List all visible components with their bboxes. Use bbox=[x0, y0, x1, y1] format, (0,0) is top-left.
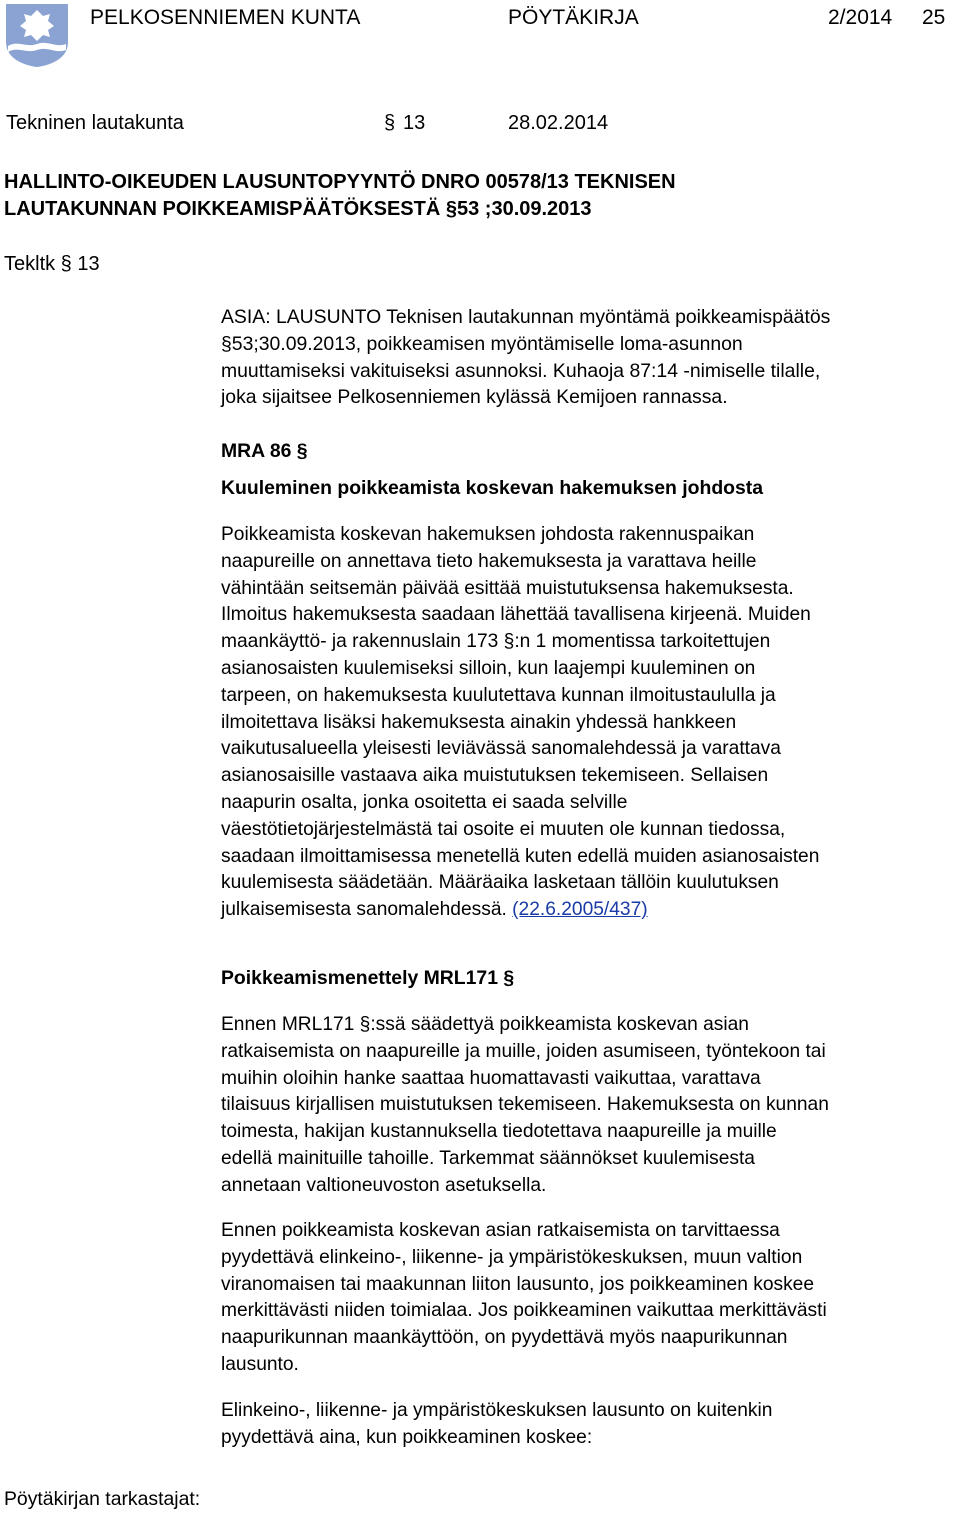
document-title-line-2: LAUTAKUNNAN POIKKEAMISPÄÄTÖKSESTÄ §53 ;30.09.2013 bbox=[4, 198, 592, 220]
text-line: annetaan valtioneuvoston asetuksella. bbox=[221, 1174, 547, 1196]
text-line: naapurikunnan maankäyttöön, on pyydettävä myös naapurikunnan bbox=[221, 1327, 788, 1349]
section-number: 13 bbox=[403, 112, 426, 134]
asia-block bbox=[221, 304, 830, 411]
meeting-body: Tekninen lautakunta bbox=[6, 112, 184, 134]
organization-name: PELKOSENNIEMEN KUNTA bbox=[90, 6, 361, 29]
text-line: ilmoitettava lisäksi hakemuksesta ainakin yhdessä hankkeen bbox=[221, 711, 737, 733]
document-title-line-1: HALLINTO-OIKEUDEN LAUSUNTOPYYNTÖ DNRO 00578/13 TEKNISEN bbox=[4, 171, 676, 193]
text-line: merkittävästi niiden toimialaa. Jos poikkeaminen vaikuttaa merkittävästi bbox=[221, 1300, 827, 1322]
text-line: ratkaisemista on naapureille ja muille, joiden asumiseen, työntekoon tai bbox=[221, 1040, 826, 1062]
text-line: Ennen MRL171 §:ssä säädettyä poikkeamista koskevan asian bbox=[221, 1014, 749, 1035]
text-line: lausunto. bbox=[221, 1353, 299, 1375]
text-line: Ilmoitus hakemuksesta saadaan lähettää tavallisena kirjeenä. Muiden bbox=[221, 604, 811, 626]
text-line: vaikutusalueella yleisesti leviävässä sanomalehdessä ja varattava bbox=[221, 738, 781, 760]
meeting-date: 28.02.2014 bbox=[508, 112, 609, 134]
mra-heading: MRA 86 § bbox=[221, 440, 308, 462]
text-line: naapurin osalta, jonka osoitetta ei saada selville bbox=[221, 791, 628, 813]
reference: Tekltk § 13 bbox=[4, 253, 100, 275]
text-line: kuulemisesta säädetään. Määräaika lasketaan tällöin kuulutuksen bbox=[221, 872, 779, 894]
last-line-text: julkaisemisesta sanomalehdessä. bbox=[221, 899, 507, 921]
text-line: pyydettävä elinkeino-, liikenne- ja ympäristökeskuksen, muun valtion bbox=[221, 1246, 803, 1268]
text-line: viranomaisen tai maakunnan liiton lausunto, jos poikkeaminen koskee bbox=[221, 1273, 815, 1295]
text-line: edellä mainituille tahoille. Tarkemmat säännökset kuulemisesta bbox=[221, 1147, 755, 1169]
text-line: §53;30.09.2013, poikkeamisen myöntämiselle loma-asunnon bbox=[221, 332, 743, 355]
law-reference-link[interactable]: (22.6.2005/437) bbox=[512, 899, 648, 921]
text-line: tilaisuus kirjallisen muistutuksen tekemiseen. Hakemuksesta on kunnan bbox=[221, 1094, 829, 1116]
text-line: joka sijaitsee Pelkosenniemen kylässä Kemijoen rannassa. bbox=[221, 386, 728, 409]
section2-heading: Poikkeamismenettely MRL171 § bbox=[221, 967, 515, 989]
text-line: toimesta, hakijan kustannuksella tiedotettava naapureille ja muille bbox=[221, 1121, 777, 1143]
text-line: asianosaisten kuulemiseksi silloin, kun laajempi kuuleminen on bbox=[221, 657, 756, 679]
section1-heading: Kuuleminen poikkeamista koskevan hakemuksen johdosta bbox=[221, 477, 764, 499]
text-line: asianosaisille vastaava aika muistutuksen tekemiseen. Sellaisen bbox=[221, 765, 769, 787]
text-line: väestötietojärjestelmästä tai osoite ei muuten ole kunnan tiedossa, bbox=[221, 818, 786, 840]
text-line: saadaan ilmoittamisessa menetellä kuten edellä muiden asianosaisten bbox=[221, 845, 820, 867]
text-line: muihin oloihin hanke saattaa huomattavasti vaikuttaa, varattava bbox=[221, 1067, 761, 1089]
text-line: ASIA: LAUSUNTO Teknisen lautakunnan myöntämä poikkeamispäätös bbox=[221, 306, 831, 328]
text-line: tarpeen, on hakemuksesta kuulutettava kunnan ilmoitustaululla ja bbox=[221, 684, 776, 706]
page-number: 25 bbox=[922, 6, 946, 29]
footer-reviewers-label: Pöytäkirjan tarkastajat: bbox=[4, 1488, 201, 1510]
text-line: naapureille on annettava tieto hakemuksesta ja varattava heille bbox=[221, 550, 757, 572]
section-symbol: § bbox=[384, 112, 396, 134]
document-number: 2/2014 bbox=[828, 6, 893, 29]
section2-paragraph-2 bbox=[221, 1218, 827, 1379]
text-line: Elinkeino-, liikenne- ja ympäristökeskuksen lausunto on kuitenkin bbox=[221, 1400, 773, 1421]
text-line: muuttamiseksi vakituiseksi asunnoksi. Kuhaoja 87:14 -nimiselle tilalle, bbox=[221, 359, 821, 382]
municipality-coat-of-arms-logo bbox=[4, 2, 70, 68]
text-line: pyydettävä aina, kun poikkeaminen koskee: bbox=[221, 1426, 593, 1448]
section2-paragraph-1 bbox=[221, 1012, 829, 1200]
text-line bbox=[221, 897, 819, 924]
text-line: vähintään seitsemän päivää esittää muistutuksensa hakemuksesta. bbox=[221, 577, 794, 599]
text-line: Poikkeamista koskevan hakemuksen johdosta rakennuspaikan bbox=[221, 524, 755, 545]
document-type: PÖYTÄKIRJA bbox=[508, 6, 639, 29]
text-line: Ennen poikkeamista koskevan asian ratkaisemista on tarvittaessa bbox=[221, 1220, 780, 1241]
text-line: maankäyttö- ja rakennuslain 173 §:n 1 momentissa tarkoitettujen bbox=[221, 631, 771, 653]
section2-paragraph-3 bbox=[221, 1398, 772, 1452]
section1-body bbox=[221, 522, 819, 924]
